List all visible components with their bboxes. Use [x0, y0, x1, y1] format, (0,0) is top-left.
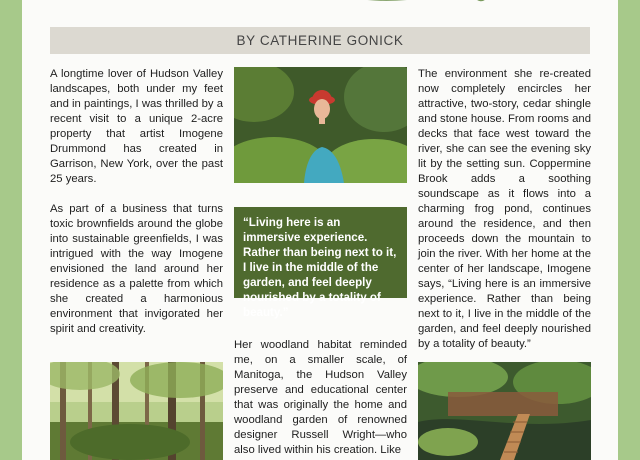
byline: BY CATHERINE GONICK: [50, 27, 590, 54]
forest-photo: [50, 362, 223, 460]
pull-quote: “Living here is an immersive experience. Rather than being next to it, I live in the middle of the garden, and feel deeply nourished by a totality of beauty.”: [234, 207, 407, 298]
right-paragraph-1: The environment she re-created now completely encircles her attractive, two-story, cedar shingle and stone house. From rooms and decks that face west toward the river, she can see the evening sky lit by the setting sun. Coppermine Brook adds a soothing soundscape as it flows into a charming frog pond, continues around the residence, and then proceeds down the mountain to join the river. With her home at the center of her landscape, Imogene says, “Living here is an immersive experience. Rather than being next to it, I live in the middle of the garden, and feel deeply nourished by a totality of beauty.”: [418, 68, 591, 350]
artist-portrait-photo: [234, 67, 407, 183]
decorative-script-title: [22, 0, 618, 10]
left-paragraph-2: As part of a business that turns toxic brownfields around the globe into sustainable greenfields, I was intrigued with the way Imogene envisioned the land around her residence as a palette from which she created a harmonious environment that invigorated her spirit and creativity.: [50, 203, 223, 335]
garden-bridge-photo: [418, 362, 591, 460]
article-page: [22, 0, 618, 460]
center-paragraph-1: Her woodland habitat reminded me, on a smaller scale, of Manitoga, the Hudson Valley preserve and educational center that was originally the home and woodland garden of renowned designer Russell Wright—who also lived within his creation. Like: [234, 339, 407, 456]
left-paragraph-1: A longtime lover of Hudson Valley landscapes, both under my feet and in paintings, I was thrilled by a recent visit to a unique 2-acre property that artist Imogene Drummond has created in Garrison, New York, over the past 25 years.: [50, 68, 223, 185]
